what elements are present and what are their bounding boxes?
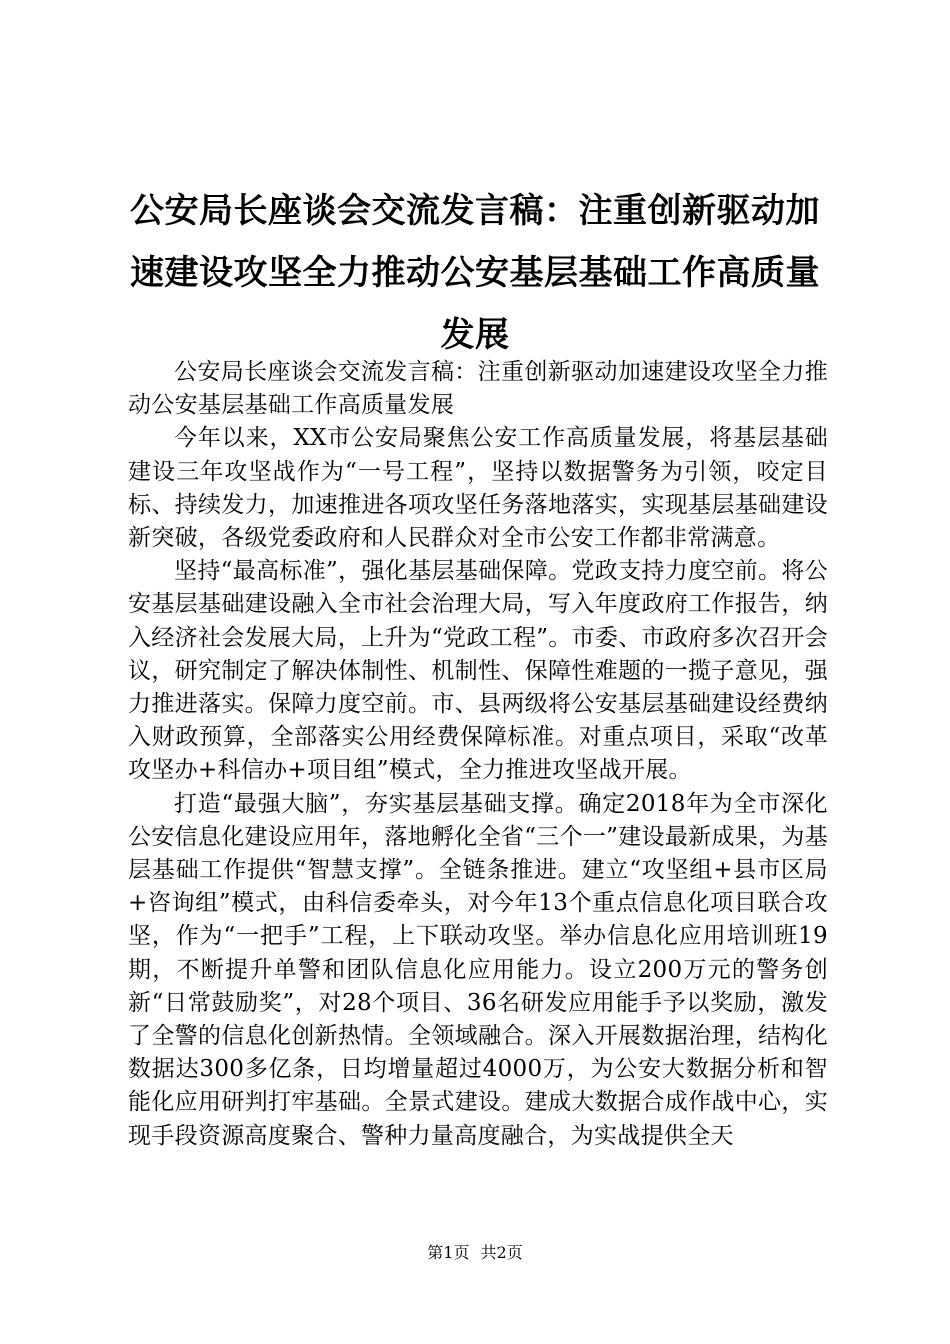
- paragraph: 打造“最强大脑”，夯实基层基础支撑。确定2018年为全市深化公安信息化建设应用年，落地孵化全省“三个一”建设最新成果，为基层基础工作提供“智慧支撑”。全链条推进。建立“攻坚组+县市区局+咨询组”模式，由科信委牵头，对今年13个重点信息化项目联合攻坚，作为“一把手”工程，上下联动攻坚。举办信息化应用培训班19期，不断提升单警和团队信息化应用能力。设立200万元的警务创新“日常鼓励奖”，对28个项目、36名研发应用能手予以奖励，激发了全警的信息化创新热情。全领域融合。深入开展数据治理，结构化数据达300多亿条，日均增量超过4000万，为公安大数据分析和智能化应用研判打牢基础。全景式建设。建成大数据合成作战中心，实现手段资源高度聚合、警种力量高度融合，为实战提供全天: [128, 790, 828, 1149]
- document-body: [128, 356, 828, 1153]
- paragraph: 公安局长座谈会交流发言稿：注重创新驱动加速建设攻坚全力推动公安基层基础工作高质量发展: [128, 359, 828, 419]
- page-number: 第1页: [427, 1243, 470, 1262]
- paragraph: 坚持“最高标准”，强化基层基础保障。党政支持力度空前。将公安基层基础建设融入全市社会治理大局，写入年度政府工作报告，纳入经济社会发展大局，上升为“党政工程”。市委、市政府多次召开会议，研究制定了解决体制性、机制性、保障性难题的一揽子意见，强力推进落实。保障力度空前。市、县两级将公安基层基础建设经费纳入财政预算，全部落实公用经费保障标准。对重点项目，采取“改革攻坚办+科信办+项目组”模式，全力推进攻坚战开展。: [128, 558, 828, 784]
- document-title: 公安局长座谈会交流发言稿：注重创新驱动加速建设攻坚全力推动公安基层基础工作高质量发展: [130, 191, 820, 355]
- page-footer: [0, 1243, 950, 1263]
- page-total: 共2页: [480, 1243, 523, 1262]
- paragraph: 今年以来，XX市公安局聚焦公安工作高质量发展，将基层基础建设三年攻坚战作为“一号工程”，坚持以数据警务为引领，咬定目标、持续发力，加速推进各项攻坚任务落地落实，实现基层基础建设新突破，各级党委政府和人民群众对全市公安工作都非常满意。: [128, 425, 828, 552]
